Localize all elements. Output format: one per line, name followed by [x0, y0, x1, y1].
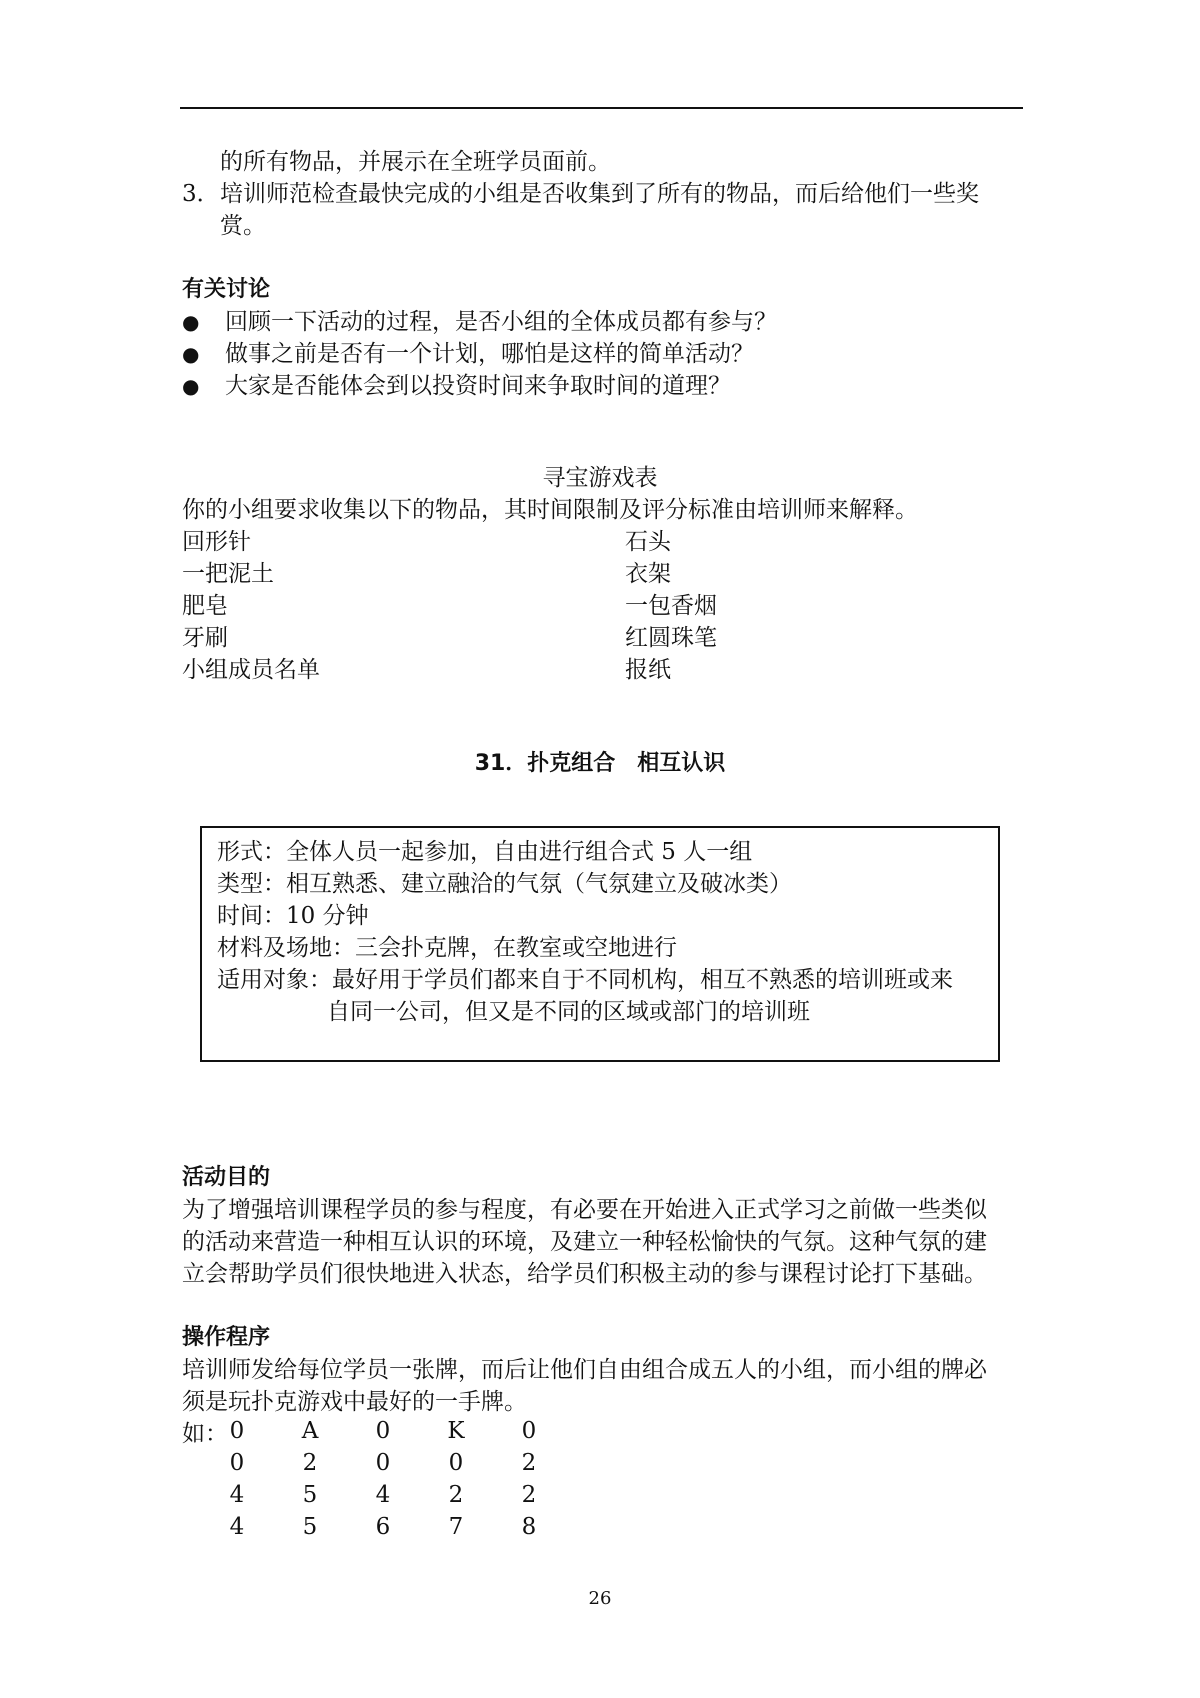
header-rule — [180, 107, 1023, 109]
procedure-text: 须是玩扑克游戏中最好的一手牌。 — [182, 1389, 527, 1415]
card-value: 8 — [521, 1514, 537, 1540]
procedure-heading: 操作程序 — [182, 1325, 271, 1350]
card-value: 5 — [302, 1514, 318, 1540]
bullet-icon: ● — [182, 374, 200, 398]
treasure-item: 回形针 — [182, 529, 251, 555]
card-value: 0 — [229, 1450, 245, 1476]
info-box — [200, 826, 1000, 1062]
page-number: 26 — [588, 1588, 612, 1609]
card-value: 2 — [448, 1482, 464, 1508]
purpose-text: 为了增强培训课程学员的参与程度，有必要在开始进入正式学习之前做一些类似 — [182, 1197, 987, 1223]
info-type: 类型：相互熟悉、建立融洽的气氛（气氛建立及破冰类） — [217, 871, 792, 897]
card-value: K — [447, 1418, 465, 1444]
treasure-item: 一包香烟 — [625, 593, 717, 619]
section-title: 31．扑克组合 相互认识 — [474, 751, 726, 776]
card-value: 0 — [448, 1450, 464, 1476]
discussion-item: 做事之前是否有一个计划，哪怕是这样的简单活动？ — [225, 341, 754, 367]
list-item-number: 3． — [182, 181, 220, 207]
treasure-item: 衣架 — [625, 561, 671, 587]
card-value: 6 — [375, 1514, 391, 1540]
list-item-text: 培训师范检查最快完成的小组是否收集到了所有的物品，而后给他们一些奖 — [220, 181, 979, 207]
example-label: 如： — [182, 1421, 228, 1447]
treasure-item: 肥皂 — [182, 593, 228, 619]
card-value: 4 — [375, 1482, 391, 1508]
discussion-item: 回顾一下活动的过程，是否小组的全体成员都有参与？ — [225, 309, 777, 335]
treasure-item: 石头 — [625, 529, 671, 555]
purpose-text: 立会帮助学员们很快地进入状态，给学员们积极主动的参与课程讨论打下基础。 — [182, 1261, 987, 1287]
purpose-heading: 活动目的 — [182, 1165, 271, 1190]
card-value: 2 — [302, 1450, 318, 1476]
treasure-item: 红圆珠笔 — [625, 625, 717, 651]
treasure-item: 小组成员名单 — [182, 657, 320, 683]
list-item-text-cont: 赏。 — [220, 213, 266, 239]
card-value: 0 — [375, 1450, 391, 1476]
card-value: 5 — [302, 1482, 318, 1508]
card-value: 7 — [448, 1514, 464, 1540]
card-value: 0 — [229, 1418, 245, 1444]
card-value: 2 — [521, 1482, 537, 1508]
info-time: 时间：10 分钟 — [217, 903, 369, 929]
info-format: 形式：全体人员一起参加，自由进行组合式 5 人一组 — [217, 839, 753, 865]
purpose-text: 的活动来营造一种相互认识的环境，及建立一种轻松愉快的气氛。这种气氛的建 — [182, 1229, 987, 1255]
info-audience-cont: 自同一公司，但又是不同的区域或部门的培训班 — [327, 999, 810, 1025]
treasure-item: 一把泥土 — [182, 561, 274, 587]
treasure-item: 牙刷 — [182, 625, 228, 651]
treasure-item: 报纸 — [625, 657, 671, 683]
card-value: 0 — [521, 1418, 537, 1444]
info-audience: 适用对象：最好用于学员们都来自于不同机构，相互不熟悉的培训班或来 — [217, 967, 953, 993]
card-value: 4 — [229, 1514, 245, 1540]
discussion-item: 大家是否能体会到以投资时间来争取时间的道理？ — [225, 373, 731, 399]
continuation-line: 的所有物品，并展示在全班学员面前。 — [220, 149, 611, 175]
info-materials: 材料及场地：三会扑克牌，在教室或空地进行 — [217, 935, 677, 961]
card-value: 4 — [229, 1482, 245, 1508]
bullet-icon: ● — [182, 342, 200, 366]
procedure-text: 培训师发给每位学员一张牌，而后让他们自由组合成五人的小组，而小组的牌必 — [182, 1357, 987, 1383]
card-value: 2 — [521, 1450, 537, 1476]
card-value: A — [301, 1418, 319, 1444]
treasure-title: 寻宝游戏表 — [542, 465, 658, 491]
discussion-heading: 有关讨论 — [182, 277, 271, 302]
treasure-intro: 你的小组要求收集以下的物品，其时间限制及评分标准由培训师来解释。 — [182, 497, 918, 523]
bullet-icon: ● — [182, 310, 200, 334]
card-value: 0 — [375, 1418, 391, 1444]
